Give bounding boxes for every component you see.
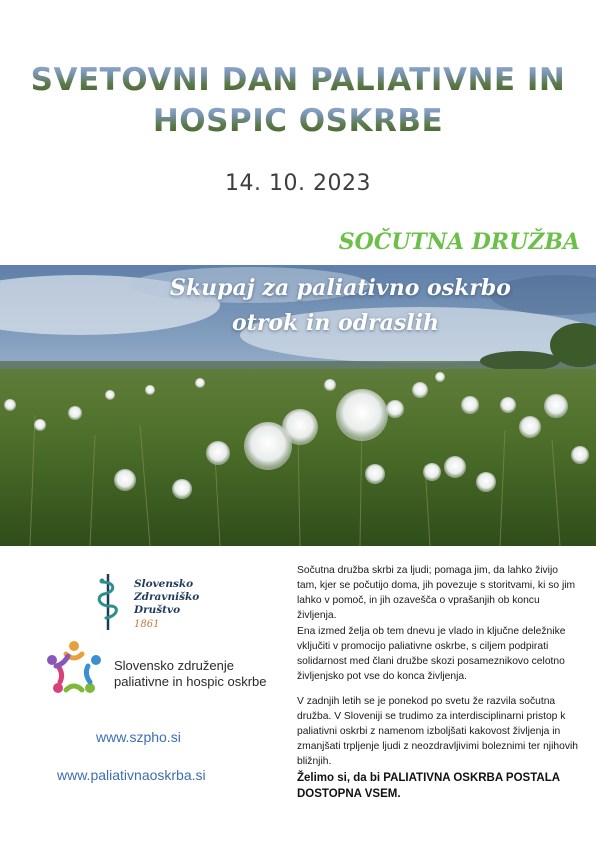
szd-logo-year: 1861 <box>134 619 160 630</box>
hero-headline-line-2: otrok in odraslih <box>232 310 440 336</box>
szpho-logo-line-1: Slovensko združenje <box>114 658 234 673</box>
paliativna-website-link[interactable]: www.paliativnaoskrba.si <box>57 767 206 783</box>
body-paragraph-2: Ena izmed želja ob tem dnevu je vlado in ključne deležnike vključiti v promocijo paliativne oskrbe, s ciljem podpirati solidarnost med člani družbe skozi posameznikovo celotno življenjsko pot vse do konca življenja. <box>297 626 566 682</box>
rod-of-asclepius-icon <box>96 572 130 632</box>
page-title-line-2: HOSPIC OSKRBE <box>0 103 596 139</box>
page-title-line-1: SVETOVNI DAN PALIATIVNE IN <box>0 62 596 98</box>
szpho-logo <box>42 638 272 700</box>
body-paragraph-1: Sočutna družba skrbi za ljudi; pomaga jim, da lahko živijo tam, kjer se počutijo doma, jih povezuje s storitvami, ki so jim lahko v pomoč, in jih ozavešča o vprašanjih ob koncu življenja. <box>297 565 576 621</box>
body-paragraph-3: V zadnjih letih se je ponekod po svetu že razvila sočutna družba. V Sloveniji se trudimo za interdisciplinarni pristop k paliativni oskrbi z namenom izboljšati kakovost življenja in zmanjšati trpljenje ljudi z neozdravljivimi boleznimi ter njihovih bližnjih. <box>297 696 578 767</box>
szd-logo-text: Slovensko Zdravniško Društvo <box>134 578 200 616</box>
closing-statement: Želimo si, da bi PALIATIVNA OSKRBA POSTALA DOSTOPNA VSEM. <box>297 772 560 800</box>
szpho-logo-line-2: paliativne in hospic oskrbe <box>114 674 267 689</box>
dandelion-field-photo <box>0 265 596 546</box>
szpho-website-link[interactable]: www.szpho.si <box>96 729 181 745</box>
event-date: 14. 10. 2023 <box>225 171 371 196</box>
hero-image <box>0 265 596 546</box>
hero-headline-line-1: Skupaj za paliativno oskrbo <box>170 275 511 301</box>
szd-logo <box>96 572 216 632</box>
people-circle-icon <box>42 638 106 700</box>
tagline: SOČUTNA DRUŽBA <box>338 229 580 255</box>
